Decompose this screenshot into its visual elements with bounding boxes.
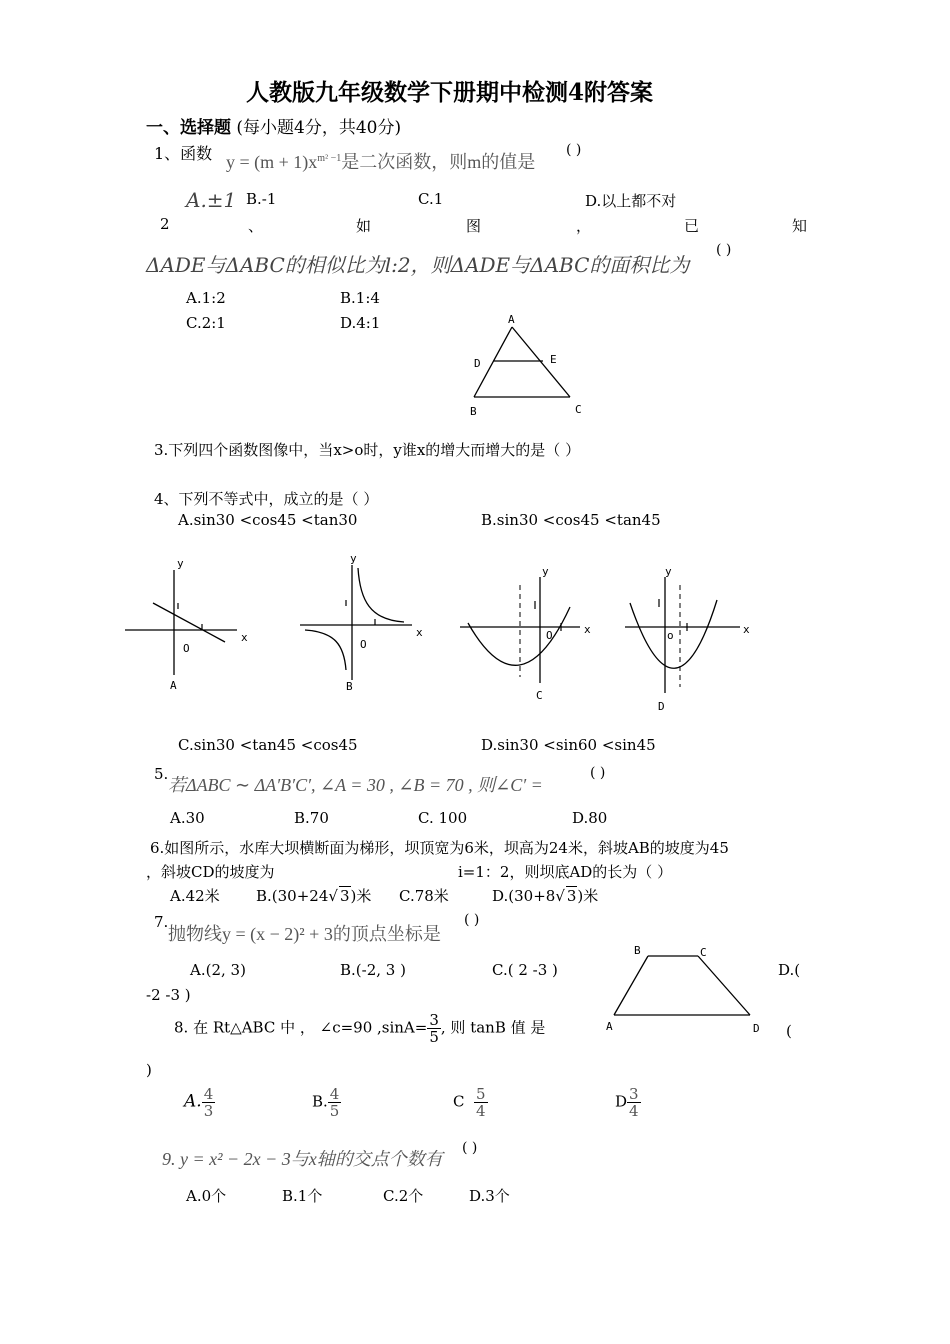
q8-option-b [312, 1086, 341, 1119]
q8-option-a-num: 4 [203, 1085, 214, 1103]
q6-option-b: B.(30+24√ 3)米 [256, 887, 372, 905]
q9-option-b: B.1个 [282, 1187, 323, 1205]
q8-option-a-den: 3 [203, 1102, 214, 1120]
q5-option-a: A.30 [170, 809, 205, 827]
q2-fig-label-a: A [508, 313, 515, 326]
graph-c-y-label: y [542, 565, 549, 578]
q7-number: 7. [154, 913, 169, 931]
q7-answer-paren: ( ) [464, 912, 480, 928]
q5-number: 5. [154, 765, 169, 783]
q6-fig-label-c: C [700, 946, 707, 959]
q8-option-b-label: B. [312, 1092, 328, 1111]
q8-statement [174, 1012, 545, 1045]
q2-word-3: 图 [466, 217, 482, 235]
q6-option-d-pre: D.(30+8 [492, 887, 556, 905]
q1-option-a: A.±1 [186, 188, 237, 212]
q5-option-c: C. 100 [418, 809, 468, 827]
q6-option-c: C.78米 [399, 887, 449, 905]
q8-option-d-fraction [627, 1086, 641, 1119]
q6-fig-label-a: A [606, 1020, 613, 1033]
q8-pre: 8. 在 Rt△ABC 中 ， ∠c=90 ,sinA= [174, 1018, 428, 1037]
q2-answer-paren: ( ) [716, 242, 732, 258]
q5-formula: 若ΔABC ∼ ΔA′B′C′, ∠A = 30 , ∠B = 70 , 则∠C′ = [168, 775, 543, 795]
q8-option-c [453, 1086, 488, 1119]
graph-c [460, 565, 600, 705]
q1-option-d: D.以上都不对 [585, 192, 677, 210]
q7-option-d-part1: D.( [778, 961, 801, 979]
q7-formula: 抛物线y = (x − 2)² + 3的顶点坐标是 [168, 924, 441, 944]
q8-paren-right: ) [146, 1061, 152, 1079]
q6-fig-label-d: D [753, 1022, 760, 1035]
q9-option-c: C.2个 [383, 1187, 424, 1205]
q3-text: 3.下列四个函数图像中，当x>o时，y谁x的增大而增大的是（ ） [154, 441, 581, 459]
q2-word-1: 、 [248, 217, 264, 235]
q5-option-b: B.70 [294, 809, 329, 827]
graph-a-x-label: x [241, 631, 248, 644]
q8-option-a-label: A. [184, 1091, 202, 1112]
q2-fig-label-e: E [550, 353, 557, 366]
q2-fig-label-b: B [470, 405, 477, 418]
section-header [146, 113, 401, 138]
q7-option-b: B.(-2, 3 ) [340, 961, 406, 979]
section-heading: 一、选择题 [146, 118, 231, 138]
q2-triangle-figure [460, 305, 600, 420]
section-note: (每小题4分，共40分) [236, 118, 402, 138]
q1-formula-lhs: y = (m + 1)x [226, 152, 318, 172]
q2-word-4: ， [576, 217, 592, 235]
q2-word-2: 如 [356, 217, 372, 235]
q8-paren-left: ( [786, 1022, 792, 1040]
q2-word-6: 知 [792, 217, 808, 235]
graph-d-caption: D [658, 700, 665, 713]
page-title: 人教版九年级数学下册期中检测4附答案 [246, 79, 654, 106]
graph-b-caption: B [346, 680, 353, 693]
q6-option-d-post: )米 [577, 887, 599, 905]
graph-d-x-label: x [743, 623, 750, 636]
q9-formula: 9. y = x² − 2x − 3与x轴的交点个数有 [162, 1149, 443, 1169]
q8-option-c-num: 5 [476, 1085, 486, 1103]
q2-word-5: 已 [684, 217, 700, 235]
q4-option-d: D.sin30 <sin60 <sin45 [481, 736, 656, 754]
q2-option-b: B.1:4 [340, 289, 380, 307]
graph-b [300, 550, 430, 700]
q8-option-b-fraction [328, 1086, 342, 1119]
q6-line-2a: ，斜坡CD的坡度为 [146, 863, 275, 881]
q6-option-d: D.(30+8√ 3)米 [492, 887, 599, 905]
q2-option-a: A.1:2 [186, 289, 226, 307]
q1-formula-exponent: m² −1 [317, 153, 342, 164]
q8-sina-denominator: 5 [429, 1028, 439, 1046]
graph-b-origin: O [360, 638, 367, 651]
q8-option-b-num: 4 [329, 1085, 340, 1103]
q6-line-2b: i=1：2，则坝底AD的长为（ ） [458, 863, 673, 881]
q8-option-a [184, 1086, 215, 1119]
graph-d-origin: o [667, 629, 674, 642]
q2-statement: ΔADE与ΔABC的相似比为l:2，则ΔADE与ΔABC的面积比为 [146, 253, 690, 277]
q2-fig-label-d: D [474, 357, 481, 370]
graph-c-caption: C [536, 689, 543, 702]
q9-option-a: A.0个 [186, 1187, 227, 1205]
q2-number: 2 [160, 215, 170, 233]
q5-option-d: D.80 [572, 809, 608, 827]
q8-option-d [615, 1086, 641, 1119]
q8-option-d-label: D [615, 1092, 628, 1111]
graph-a-caption: A [170, 679, 177, 692]
graph-d-y-label: y [665, 565, 672, 578]
q8-option-c-label: C [453, 1092, 465, 1111]
q2-option-c: C.2:1 [186, 314, 226, 332]
q1-number: 1、函数 [154, 144, 213, 163]
q6-option-a: A.42米 [170, 887, 220, 905]
q6-line-1: 6.如图所示，水库大坝横断面为梯形，坝顶宽为6米，坝高为24米，斜坡AB的坡度为45 [150, 839, 729, 857]
q9-answer-paren: ( ) [462, 1140, 478, 1156]
q4-text: 4、下列不等式中，成立的是（ ） [154, 490, 379, 508]
q8-sina-numerator: 3 [429, 1011, 439, 1029]
graph-a [125, 555, 255, 695]
graph-d [625, 565, 760, 715]
q8-option-b-den: 5 [329, 1102, 340, 1120]
q6-option-b-radicand: 3 [339, 887, 350, 905]
q8-option-c-den: 4 [476, 1102, 486, 1120]
q7-option-d-part2: -2 -3 ) [146, 986, 191, 1004]
q7-option-c: C.( 2 -3 ) [492, 961, 558, 979]
graph-b-x-label: x [416, 626, 423, 639]
q1-option-b: B.-1 [246, 190, 277, 208]
q8-post: , 则 tanB 值 是 [440, 1018, 546, 1037]
q6-option-d-radicand: 3 [566, 887, 577, 905]
q6-fig-label-b: B [634, 944, 641, 957]
q7-option-a: A.(2, 3) [190, 961, 246, 979]
q6-option-b-post: )米 [350, 887, 372, 905]
q8-sina-fraction [427, 1012, 441, 1045]
graph-c-x-label: x [584, 623, 591, 636]
graph-b-y-label: y [350, 552, 357, 565]
q4-option-b: B.sin30 <cos45 <tan45 [481, 511, 661, 529]
q5-answer-paren: ( ) [590, 765, 606, 781]
q2-option-d: D.4:1 [340, 314, 381, 332]
graph-a-origin: O [183, 642, 190, 655]
q8-option-c-fraction [474, 1086, 488, 1119]
q1-formula-rest: 是二次函数，则m的值是 [341, 152, 536, 172]
q8-option-a-fraction [202, 1086, 216, 1119]
graph-a-y-label: y [177, 557, 184, 570]
q9-option-d: D.3个 [469, 1187, 510, 1205]
q1-answer-paren: ( ) [566, 142, 582, 158]
q8-option-d-num: 3 [629, 1085, 639, 1103]
graph-c-origin: O [546, 629, 553, 642]
q1-formula [226, 148, 535, 174]
q4-option-a: A.sin30 <cos45 <tan30 [178, 511, 358, 529]
q2-fig-label-c: C [575, 403, 582, 416]
q8-option-d-den: 4 [629, 1102, 639, 1120]
q1-option-c: C.1 [418, 190, 444, 208]
q6-trapezoid-figure [600, 940, 775, 1040]
q6-option-b-pre: B.(30+24 [256, 887, 329, 905]
q4-option-c: C.sin30 <tan45 <cos45 [178, 736, 358, 754]
